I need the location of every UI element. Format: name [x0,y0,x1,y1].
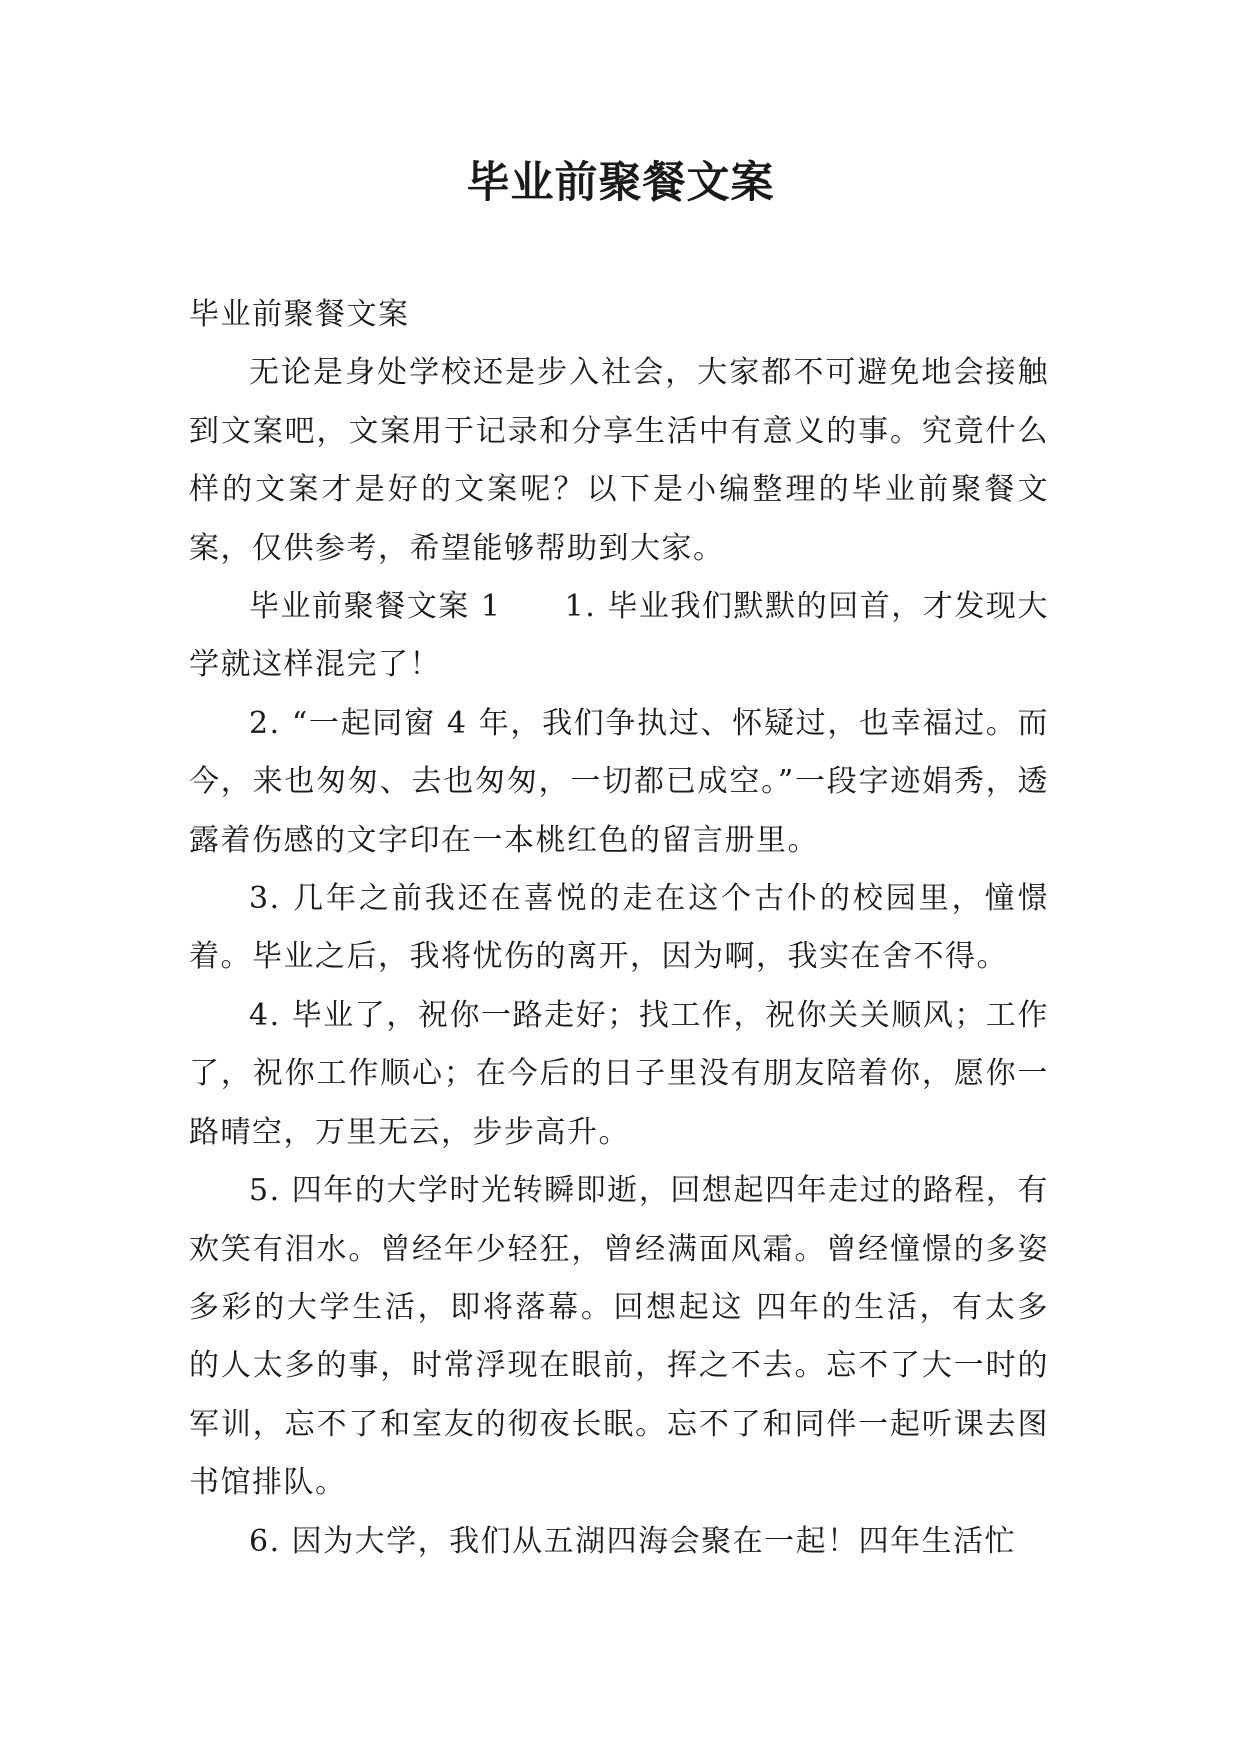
document-subtitle: 毕业前聚餐文案 [189,297,410,332]
paragraph-item-3: 3. 几年之前我还在喜悦的走在这个古仆的校园里，憧憬着。毕业之后，我将忧伤的离开，因为啊，我实在舍不得。 [189,881,1049,975]
paragraph-item-5: 5. 四年的大学时光转瞬即逝，回想起四年走过的路程，有欢笑有泪水。曾经年少轻狂，曾经满面风霜。曾经憧憬的多姿多彩的大学生活，即将落幕。回想起这 四年的生活，有太多的人太多的事，时常浮现在眼前，挥之不去。忘不了大一时的军训，忘不了和室友的彻夜长眠。忘不了和同伴一起听课去图书馆排队。 [189,1173,1049,1501]
paragraph-item-4: 4. 毕业了，祝你一路走好；找工作，祝你关关顺风；工作了，祝你工作顺心；在今后的日子里没有朋友陪着你，愿你一路晴空，万里无云，步步高升。 [189,997,1049,1150]
paragraph-item-2: 2. “一起同窗 4 年，我们争执过、怀疑过，也幸福过。而今，来也匆匆、去也匆匆，一切都已成空。”一段字迹娟秀，透露着伤感的文字印在一本桃红色的留言册里。 [189,705,1049,858]
paragraph-intro: 无论是身处学校还是步入社会，大家都不可避免地会接触到文案吧，文案用于记录和分享生活中有意义的事。究竟什么样的文案才是好的文案呢？以下是小编整理的毕业前聚餐文案，仅供参考，希望能够帮助到大家。 [189,355,1049,566]
document-title: 毕业前聚餐文案 [466,158,775,208]
document-body [189,286,1049,1571]
paragraph-item-6: 6. 因为大学，我们从五湖四海会聚在一起！四年生活忙 [249,1523,1017,1559]
paragraph-item-1: 毕业前聚餐文案 1 1. 毕业我们默默的回首，才发现大学就这样混完了！ [189,589,1049,683]
